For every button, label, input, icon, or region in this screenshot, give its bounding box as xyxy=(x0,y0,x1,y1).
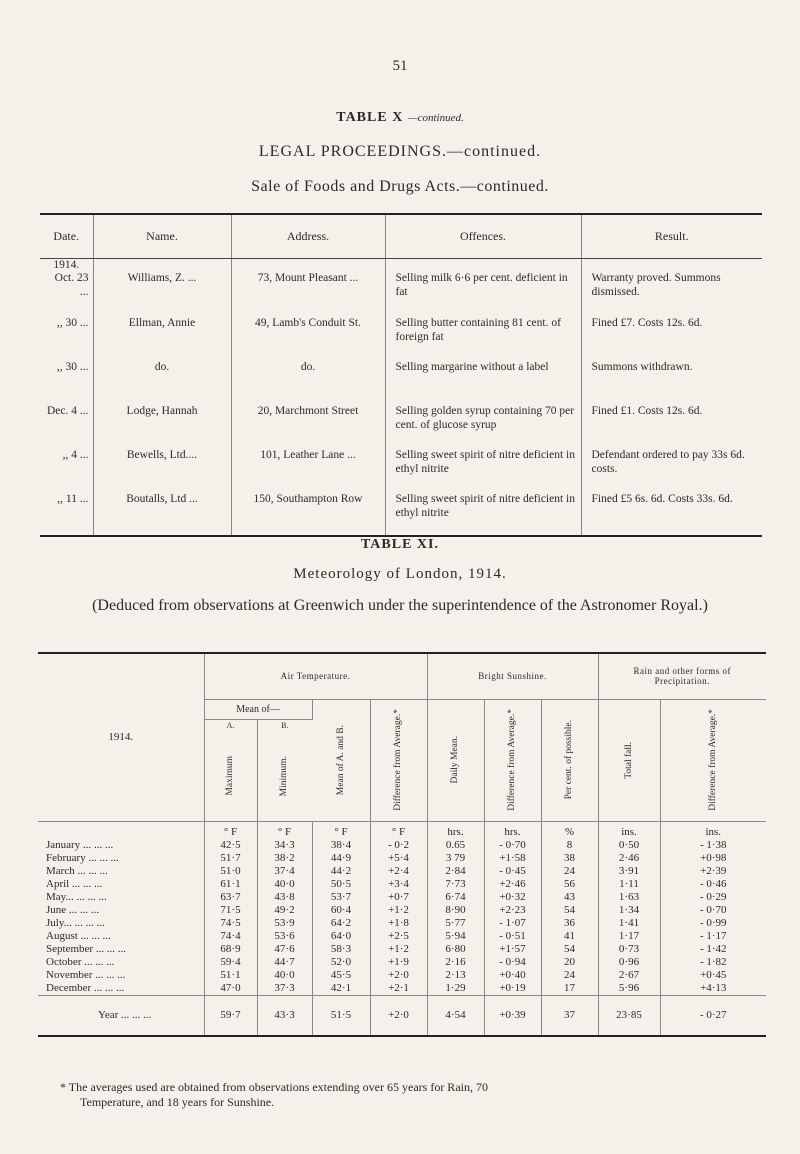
diff-temp-cell: +5·4 xyxy=(370,852,427,865)
maximum-cell: 51·1 xyxy=(204,969,257,982)
mean-ab-cell: 45·5 xyxy=(312,969,370,982)
date-cell xyxy=(40,258,93,310)
address-cell-text: 49, Lamb's Conduit St. xyxy=(255,317,361,329)
unit-mean-ab: ° F xyxy=(312,821,370,839)
address-cell xyxy=(231,398,385,442)
result-cell-text: Fined £7. Costs 12s. 6d. xyxy=(591,317,703,329)
diff-rain-cell: - 1·42 xyxy=(699,943,727,955)
month-row xyxy=(38,852,766,865)
daily-mean-cell: 0.65 xyxy=(427,839,484,852)
offence-cell xyxy=(385,486,581,536)
diff-sun-year-cell: +0·39 xyxy=(484,996,541,1036)
date-cell xyxy=(40,398,93,442)
total-fall-cell: 1·34 xyxy=(598,904,660,917)
name-cell-text: Boutalls, Ltd ... xyxy=(126,493,198,505)
legal-row xyxy=(40,258,762,310)
date-cell xyxy=(40,310,93,354)
diff-temp-cell: +2·4 xyxy=(370,865,427,878)
diff-rain-year-cell: - 0·27 xyxy=(660,996,766,1036)
total-fall-cell: 1·41 xyxy=(598,917,660,930)
pct-possible-cell: 43 xyxy=(541,891,598,904)
result-cell xyxy=(581,258,762,310)
maximum-cell: 74·5 xyxy=(204,917,257,930)
mean-ab-cell: 44·9 xyxy=(312,852,370,865)
col-mean-ab xyxy=(312,699,370,821)
meteorology-heading: Meteorology of London, 1914. xyxy=(293,566,507,582)
minimum-cell: 53·9 xyxy=(257,917,312,930)
year-total-row xyxy=(38,996,766,1036)
address-cell xyxy=(231,258,385,310)
table-header-row xyxy=(40,214,762,258)
daily-mean-cell: 1·29 xyxy=(427,982,484,996)
offence-cell-text: Selling butter containing 81 cent. of foreign fat xyxy=(395,317,561,343)
pct-possible-cell: 17 xyxy=(541,982,598,996)
rain-header xyxy=(598,653,766,699)
month-cell: May... ... ... ... xyxy=(38,891,204,904)
meteorology-subheading: (Deduced from observations at Greenwich under the superintendence of the Astronomer Royal.) xyxy=(92,597,708,614)
minimum-cell: 44·7 xyxy=(257,956,312,969)
offence-cell-text: Selling margarine without a label xyxy=(395,361,549,373)
units-row xyxy=(38,821,766,839)
maximum-cell: 47·0 xyxy=(204,982,257,996)
diff-rain-cell: - 0·70 xyxy=(699,904,727,916)
month-row xyxy=(38,878,766,891)
footnote-line-1: * The averages used are obtained from observations extending over 65 years for Rain, 70 xyxy=(60,1080,488,1094)
total-fall-cell: 2·46 xyxy=(598,852,660,865)
letter-b: B. xyxy=(281,720,289,730)
month-row xyxy=(38,969,766,982)
result-cell xyxy=(581,442,762,486)
result-cell-text: Fined £1. Costs 12s. 6d. xyxy=(591,405,703,417)
minimum-cell: 49·2 xyxy=(257,904,312,917)
minimum-cell: 43·8 xyxy=(257,891,312,904)
unit-total-fall: ins. xyxy=(598,821,660,839)
month-cell: March ... ... ... xyxy=(38,865,204,878)
date-cell-text: ,, 4 ... xyxy=(62,449,89,461)
diff-temp-cell: +2·0 xyxy=(370,969,427,982)
col-diff-rain-label: Difference from Average.* xyxy=(707,709,718,811)
name-cell xyxy=(93,398,231,442)
air-temperature-header: Air Temperature. xyxy=(204,653,427,699)
mean-ab-cell: 64·2 xyxy=(312,917,370,930)
maximum-cell: 42·5 xyxy=(204,839,257,852)
result-cell xyxy=(581,310,762,354)
minimum-cell: 34·3 xyxy=(257,839,312,852)
year-label: 1914. xyxy=(53,258,80,271)
maximum-cell: 51·7 xyxy=(204,852,257,865)
col-daily-mean xyxy=(427,699,484,821)
month-row xyxy=(38,930,766,943)
legal-row xyxy=(40,486,762,536)
pct-possible-cell: 24 xyxy=(541,969,598,982)
col-header-offences: Offences. xyxy=(385,214,581,258)
mean-ab-cell: 38·4 xyxy=(312,839,370,852)
date-cell xyxy=(40,354,93,398)
col-mean-ab-label: Mean of A. and B. xyxy=(335,724,346,796)
mean-ab-year-cell: 51·5 xyxy=(312,996,370,1036)
total-fall-cell: 0·96 xyxy=(598,956,660,969)
name-cell xyxy=(93,310,231,354)
offence-cell xyxy=(385,442,581,486)
pct-possible-cell: 20 xyxy=(541,956,598,969)
table-10-suffix: —continued. xyxy=(407,112,464,124)
address-cell xyxy=(231,354,385,398)
maximum-cell: 71·5 xyxy=(204,904,257,917)
daily-mean-year-cell: 4·54 xyxy=(427,996,484,1036)
mean-ab-cell: 42·1 xyxy=(312,982,370,996)
footnote-line-2: Temperature, and 18 years for Sunshine. xyxy=(80,1095,275,1109)
name-cell-text: Ellman, Annie xyxy=(128,317,196,329)
month-cell: December ... ... ... xyxy=(38,982,204,996)
diff-sun-cell: +0·32 xyxy=(484,891,541,904)
pct-possible-year-cell: 37 xyxy=(541,996,598,1036)
col-diff-sun-label: Difference from Average.* xyxy=(507,709,517,811)
maximum-cell: 63·7 xyxy=(204,891,257,904)
offence-cell-text: Selling milk 6·6 per cent. deficient in fat xyxy=(395,271,568,298)
month-row xyxy=(38,956,766,969)
unit-pct-possible: % xyxy=(541,821,598,839)
offence-cell-text: Selling sweet spirit of nitre deficient in ethyl nitrite xyxy=(395,449,575,475)
maximum-cell: 74·4 xyxy=(204,930,257,943)
month-cell: January ... ... ... xyxy=(38,839,204,852)
address-cell xyxy=(231,442,385,486)
mean-ab-cell: 44·2 xyxy=(312,865,370,878)
result-cell-text: Summons withdrawn. xyxy=(591,361,693,373)
maximum-cell: 61·1 xyxy=(204,878,257,891)
month-year-cell: Year ... ... ... xyxy=(38,996,204,1036)
minimum-cell: 40·0 xyxy=(257,878,312,891)
unit-minimum: ° F xyxy=(257,821,312,839)
daily-mean-cell: 5·94 xyxy=(427,930,484,943)
col-maximum xyxy=(204,731,257,821)
pct-possible-cell: 38 xyxy=(541,852,598,865)
total-fall-cell: 0·73 xyxy=(598,943,660,956)
mean-ab-cell: 52·0 xyxy=(312,956,370,969)
total-fall-cell: 5·96 xyxy=(598,982,660,996)
diff-sun-cell: +0·19 xyxy=(484,982,541,996)
legal-row xyxy=(40,398,762,442)
col-minimum-label: Minimum. xyxy=(279,755,290,796)
diff-rain-cell: - 1·38 xyxy=(699,839,727,851)
pct-possible-cell: 24 xyxy=(541,865,598,878)
letter-a: A. xyxy=(204,719,257,731)
date-cell xyxy=(40,442,93,486)
minimum-cell: 53·6 xyxy=(257,930,312,943)
table-10-label: TABLE X xyxy=(336,110,404,125)
bright-sunshine-header: Bright Sunshine. xyxy=(427,653,598,699)
name-cell xyxy=(93,442,231,486)
address-cell-text: 20, Marchmont Street xyxy=(257,405,359,417)
col-minimum xyxy=(257,731,312,821)
month-cell: September ... ... ... xyxy=(38,943,204,956)
col-pct-label: Per cent. of possible. xyxy=(564,720,574,800)
offence-cell-text: Selling sweet spirit of nitre deficient in ethyl nitrite xyxy=(395,493,575,519)
pct-possible-cell: 8 xyxy=(541,839,598,852)
col-maximum-label: Maximum xyxy=(225,755,235,796)
result-cell xyxy=(581,398,762,442)
diff-rain-cell: - 0·99 xyxy=(699,917,727,929)
diff-sun-cell: - 0·94 xyxy=(484,956,541,969)
offence-cell xyxy=(385,310,581,354)
diff-temp-cell: +0·7 xyxy=(370,891,427,904)
name-cell-text: Bewells, Ltd.... xyxy=(126,449,198,461)
mean-ab-cell: 53·7 xyxy=(312,891,370,904)
daily-mean-cell: 6·74 xyxy=(427,891,484,904)
minimum-cell: 40·0 xyxy=(257,969,312,982)
col-pct xyxy=(541,699,598,821)
mean-of-header: Mean of— xyxy=(204,699,312,719)
name-cell-text: Williams, Z. ... xyxy=(127,271,197,284)
address-cell xyxy=(231,310,385,354)
diff-sun-cell: - 1·07 xyxy=(484,917,541,930)
month-row xyxy=(38,917,766,930)
month-row xyxy=(38,982,766,996)
daily-mean-cell: 2·16 xyxy=(427,956,484,969)
col-header-result: Result. xyxy=(581,214,762,258)
diff-rain-cell: +0·98 xyxy=(700,852,727,864)
offence-cell xyxy=(385,258,581,310)
total-fall-cell: 1·17 xyxy=(598,930,660,943)
unit-maximum: ° F xyxy=(204,821,257,839)
col-total-fall xyxy=(598,699,660,821)
pct-possible-cell: 54 xyxy=(541,943,598,956)
daily-mean-cell: 5·77 xyxy=(427,917,484,930)
diff-rain-cell: - 0·29 xyxy=(699,891,727,903)
pct-possible-cell: 36 xyxy=(541,917,598,930)
meteorology-table xyxy=(38,652,766,1037)
offence-cell-text: Selling golden syrup containing 70 per cent. of glucose syrup xyxy=(395,405,575,431)
month-cell: June ... ... ... xyxy=(38,904,204,917)
total-fall-cell: 3·91 xyxy=(598,865,660,878)
date-cell-text: Oct. 23 ... xyxy=(54,271,89,298)
date-cell xyxy=(40,486,93,536)
name-cell-text: do. xyxy=(154,361,170,373)
diff-sun-cell: +2·23 xyxy=(484,904,541,917)
maximum-cell: 59·4 xyxy=(204,956,257,969)
pct-possible-cell: 54 xyxy=(541,904,598,917)
address-cell xyxy=(231,486,385,536)
diff-temp-cell: +1·2 xyxy=(370,943,427,956)
diff-sun-cell: - 0·70 xyxy=(484,839,541,852)
mean-ab-cell: 64·0 xyxy=(312,930,370,943)
total-fall-cell: 1·11 xyxy=(598,878,660,891)
unit-diff-rain: ins. xyxy=(705,825,722,838)
diff-sun-cell: - 0·45 xyxy=(484,865,541,878)
minimum-cell: 37·4 xyxy=(257,865,312,878)
legal-proceedings-heading: LEGAL PROCEEDINGS.—continued. xyxy=(258,143,542,160)
col-header-date: Date. xyxy=(40,214,93,258)
result-cell-text: Warranty proved. Summons dismissed. xyxy=(591,271,721,298)
offence-cell xyxy=(385,398,581,442)
diff-sun-cell: +2·46 xyxy=(484,878,541,891)
sale-acts-subheading: Sale of Foods and Drugs Acts.—continued. xyxy=(251,178,549,195)
table-11-title: TABLE XI. xyxy=(361,537,439,552)
maximum-cell: 51·0 xyxy=(204,865,257,878)
date-cell-text: ,, 30 ... xyxy=(56,317,89,329)
month-row xyxy=(38,904,766,917)
month-cell: April ... ... ... xyxy=(38,878,204,891)
mean-ab-cell: 58·3 xyxy=(312,943,370,956)
total-fall-cell: 0·50 xyxy=(598,839,660,852)
unit-daily-mean: hrs. xyxy=(427,821,484,839)
unit-diff-temp: ° F xyxy=(370,821,427,839)
page-number: 51 xyxy=(392,58,408,74)
year-header: 1914. xyxy=(38,653,204,821)
rain-header-text: Rain and other forms of Precipitation. xyxy=(633,666,731,687)
daily-mean-cell: 2·84 xyxy=(427,865,484,878)
result-cell-text: Fined £5 6s. 6d. Costs 33s. 6d. xyxy=(591,493,733,505)
address-cell-text: 101, Leather Lane ... xyxy=(260,449,356,461)
daily-mean-cell: 2·13 xyxy=(427,969,484,982)
month-row xyxy=(38,865,766,878)
month-cell: October ... ... ... xyxy=(38,956,204,969)
date-cell-text: Dec. 4 ... xyxy=(46,405,89,417)
month-cell: July... ... ... ... xyxy=(38,917,204,930)
name-cell xyxy=(93,354,231,398)
units-blank xyxy=(38,821,204,839)
pct-possible-cell: 41 xyxy=(541,930,598,943)
address-cell-text: 150, Southampton Row xyxy=(253,493,363,505)
diff-sun-cell: +1·58 xyxy=(484,852,541,865)
col-header-address: Address. xyxy=(231,214,385,258)
diff-sun-cell: - 0·51 xyxy=(484,930,541,943)
offence-cell xyxy=(385,354,581,398)
diff-rain-cell: - 0·46 xyxy=(699,878,727,890)
mean-ab-cell: 50·5 xyxy=(312,878,370,891)
legal-row xyxy=(40,354,762,398)
diff-temp-cell: +3·4 xyxy=(370,878,427,891)
diff-rain-cell: - 1·82 xyxy=(699,956,727,968)
unit-diff-sun: hrs. xyxy=(484,821,541,839)
total-fall-year-cell: 23·85 xyxy=(598,996,660,1036)
address-cell-text: do. xyxy=(300,361,316,373)
month-row xyxy=(38,839,766,852)
mean-ab-cell: 60·4 xyxy=(312,904,370,917)
minimum-cell: 47·6 xyxy=(257,943,312,956)
daily-mean-cell: 7·73 xyxy=(427,878,484,891)
minimum-cell: 38·2 xyxy=(257,852,312,865)
diff-temp-cell: +1·9 xyxy=(370,956,427,969)
col-header-name: Name. xyxy=(93,214,231,258)
month-cell: November ... ... ... xyxy=(38,969,204,982)
diff-sun-cell: +1·57 xyxy=(484,943,541,956)
col-diff-sun xyxy=(484,699,541,821)
name-cell xyxy=(93,258,231,310)
table-10-title xyxy=(0,110,800,126)
minimum-cell: 37·3 xyxy=(257,982,312,996)
legal-proceedings-table xyxy=(40,213,762,537)
legal-row xyxy=(40,442,762,486)
diff-rain-cell: +0·45 xyxy=(700,969,727,981)
diff-sun-cell: +0·40 xyxy=(484,969,541,982)
maximum-year-cell: 59·7 xyxy=(204,996,257,1036)
maximum-cell: 68·9 xyxy=(204,943,257,956)
total-fall-cell: 1·63 xyxy=(598,891,660,904)
name-cell xyxy=(93,486,231,536)
month-cell: February ... ... ... xyxy=(38,852,204,865)
month-row xyxy=(38,943,766,956)
address-cell-text: 73, Mount Pleasant ... xyxy=(257,271,359,284)
daily-mean-cell: 3 79 xyxy=(427,852,484,865)
pct-possible-cell: 56 xyxy=(541,878,598,891)
diff-temp-cell: +2·5 xyxy=(370,930,427,943)
diff-rain-cell: +4·13 xyxy=(700,982,727,994)
diff-temp-year-cell: +2·0 xyxy=(370,996,427,1036)
daily-mean-cell: 8·90 xyxy=(427,904,484,917)
col-daily-mean-label: Daily Mean. xyxy=(450,736,460,784)
total-fall-cell: 2·67 xyxy=(598,969,660,982)
month-cell: August ... ... ... xyxy=(38,930,204,943)
col-total-fall-label: Total fall. xyxy=(623,741,634,779)
month-row xyxy=(38,891,766,904)
diff-temp-cell: - 0·2 xyxy=(370,839,427,852)
col-diff-temp xyxy=(370,699,427,821)
result-cell xyxy=(581,486,762,536)
col-diff-temp-label: Difference from Average.* xyxy=(393,709,403,811)
diff-temp-cell: +2·1 xyxy=(370,982,427,996)
diff-rain-cell: - 1·17 xyxy=(699,930,727,942)
footnote xyxy=(60,1080,750,1110)
diff-temp-cell: +1·2 xyxy=(370,904,427,917)
result-cell xyxy=(581,354,762,398)
minimum-year-cell: 43·3 xyxy=(257,996,312,1036)
date-cell-text: ,, 11 ... xyxy=(57,493,89,505)
daily-mean-cell: 6·80 xyxy=(427,943,484,956)
name-cell-text: Lodge, Hannah xyxy=(126,405,198,417)
result-cell-text: Defendant ordered to pay 33s 6d. costs. xyxy=(591,449,745,475)
date-cell-text: ,, 30 ... xyxy=(56,361,89,373)
diff-temp-cell: +1·8 xyxy=(370,917,427,930)
legal-row xyxy=(40,310,762,354)
diff-rain-cell: +2·39 xyxy=(700,865,727,877)
col-diff-rain xyxy=(660,699,766,821)
